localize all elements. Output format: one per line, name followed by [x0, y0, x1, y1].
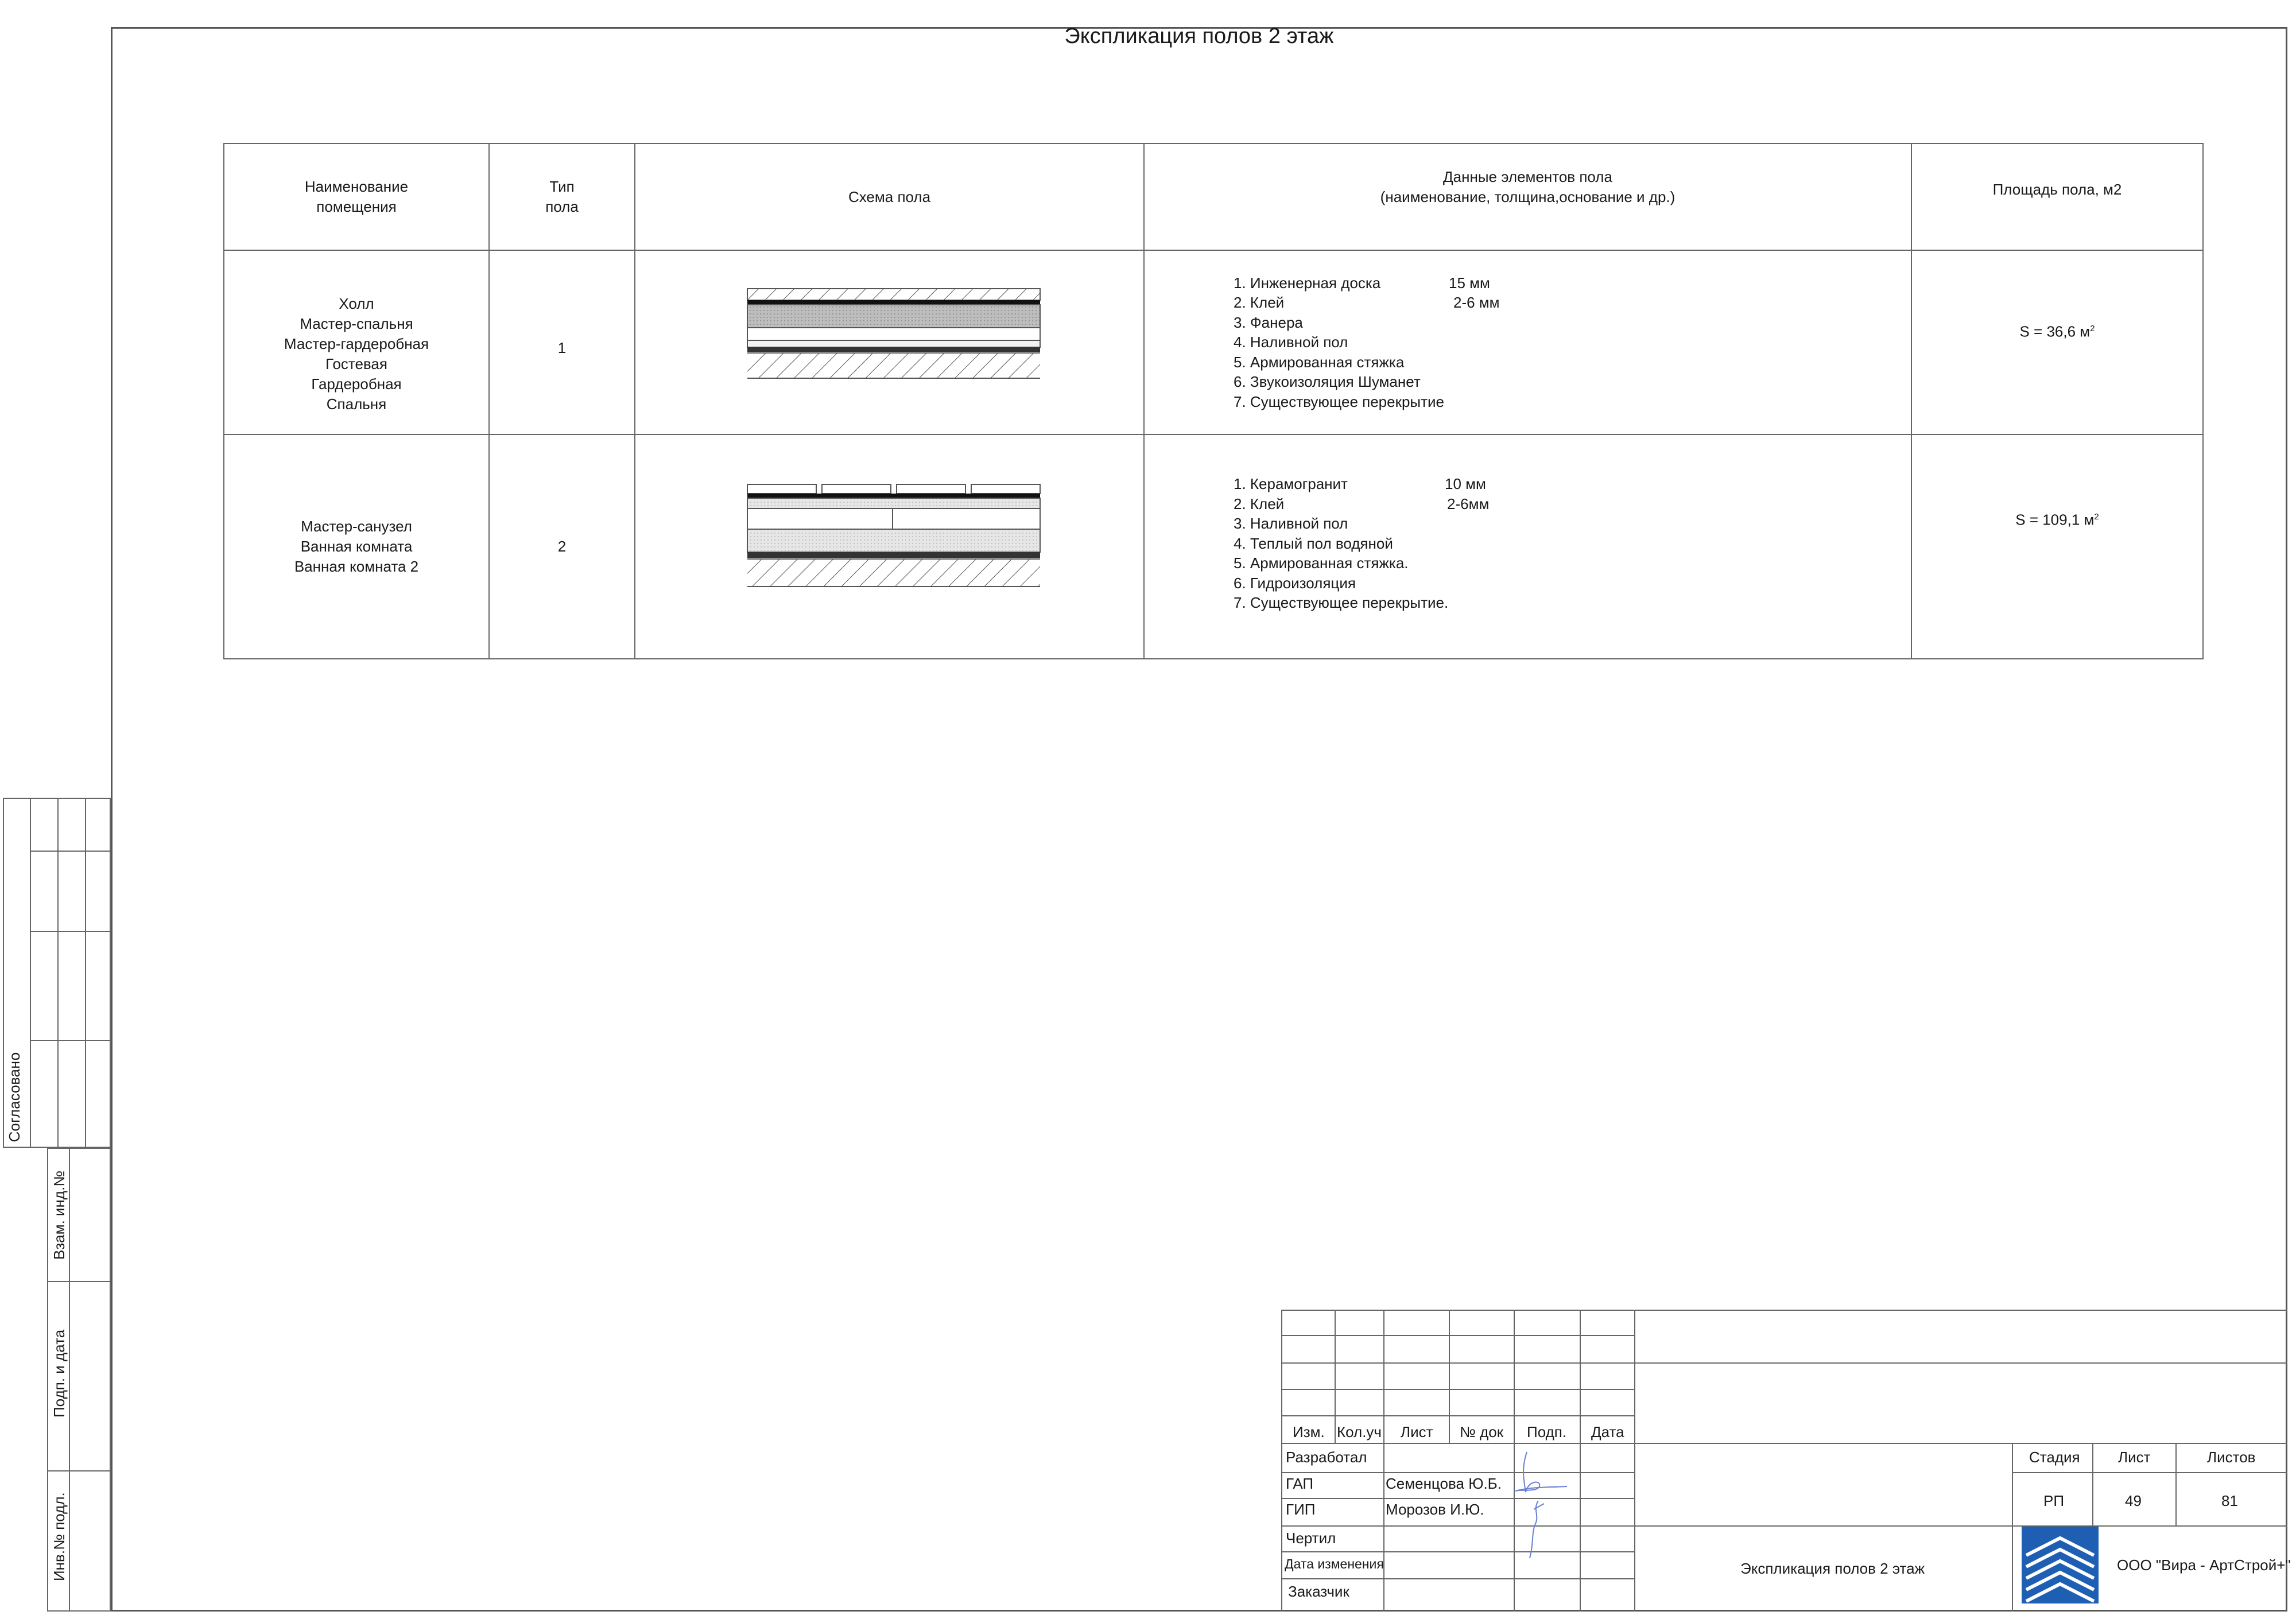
tb-col-sign: Подп. [1527, 1423, 1567, 1440]
agreed-stamp-divider [30, 1040, 111, 1041]
layer-line: 4. Наливной пол [1234, 333, 1348, 351]
layer-line: 2. Клей 2-6 мм [1234, 294, 1500, 312]
tb-col-date: Дата [1591, 1423, 1624, 1440]
layer-line: 6. Звукоизоляция Шуманет [1234, 373, 1421, 391]
table-header-row [224, 143, 2203, 250]
inventory-stamp-divider [69, 1148, 70, 1612]
tb-line [1281, 1362, 2287, 1364]
tb-line [1281, 1310, 2287, 1311]
inventory-stamp-divider [47, 1470, 111, 1471]
tb-sheet-value: 49 [2125, 1492, 2142, 1509]
inventory-stamp-divider [47, 1281, 111, 1282]
signature-mark [1498, 1446, 1584, 1561]
floor-layers-1 [1144, 250, 1911, 434]
layer-line: 1. Инженерная доска 15 мм [1234, 274, 1490, 292]
floor-type: 1 [489, 250, 635, 434]
floor-type: 2 [489, 434, 635, 659]
floor-area-2: S = 109,1 $м^2$ [1911, 434, 2203, 659]
tb-role-gap: ГАП [1286, 1475, 1314, 1492]
layer-line: 4. Теплый пол водяной [1234, 534, 1393, 552]
tb-col-doc: № док [1460, 1423, 1504, 1440]
tb-line [2012, 1472, 2287, 1473]
tb-stage-value: РП [2043, 1492, 2065, 1509]
replace-inv-label: Взам. инд.№ [51, 1170, 68, 1260]
tb-drawing-title: Экспликация полов 2 этаж [1740, 1560, 1925, 1577]
table-row [224, 434, 2203, 659]
floor-section-drawing-2 [635, 435, 1145, 653]
header-room: Наименование помещения [224, 143, 489, 250]
tb-role-drawn: Чертил [1286, 1529, 1336, 1547]
header-scheme: Схема пола [635, 143, 1144, 250]
tb-line [1335, 1310, 1336, 1443]
tb-sheets-label: Листов [2207, 1449, 2256, 1466]
tb-line [1281, 1525, 2287, 1527]
layer-line: 5. Армированная стяжка. [1234, 554, 1409, 572]
agreed-stamp-divider [30, 931, 111, 932]
tb-col-kol: Кол.уч [1337, 1423, 1382, 1440]
tb-role-change-date: Дата изменения [1285, 1556, 1384, 1571]
sign-date-label: Подп. и дата [51, 1329, 68, 1418]
floor-scheme-1 [635, 250, 1144, 434]
layer-line: 5. Армированная стяжка [1234, 353, 1405, 371]
tb-name-gip: Морозов И.Ю. [1386, 1501, 1484, 1518]
layer-line: 6. Гидроизоляция [1234, 574, 1356, 592]
tb-line [1449, 1310, 1450, 1443]
tb-col-izm: Изм. [1293, 1423, 1325, 1440]
room-names: Мастер-санузел Ванная комната Ванная комната 2 [224, 434, 489, 659]
tb-line [2175, 1443, 2177, 1525]
tb-company-name: ООО "Вира - АртСтрой+" [2117, 1556, 2291, 1574]
tb-name-gap: Семенцова Ю.Б. [1386, 1475, 1502, 1492]
tb-line [1281, 1310, 1282, 1612]
tb-line [2012, 1443, 2013, 1612]
tb-line [1634, 1310, 1635, 1612]
tb-stage-label: Стадия [2029, 1449, 2080, 1466]
layer-line: 7. Существующее перекрытие [1234, 393, 1445, 410]
sheet-title: Экспликация полов 2 этаж [1064, 24, 1334, 48]
inv-no-label: Инв.№ подл. [51, 1492, 68, 1581]
tb-line [2092, 1443, 2093, 1525]
tb-line [1281, 1578, 1634, 1579]
agreed-label: Согласовано [6, 1052, 23, 1142]
tb-sheet-label: Лист [2118, 1449, 2151, 1466]
header-area: Площадь пола, м2 [1911, 143, 2203, 250]
tb-role-customer: Заказчик [1288, 1583, 1349, 1600]
floor-explication-table [223, 143, 2204, 659]
tb-sheets-value: 81 [2221, 1492, 2238, 1509]
agreed-stamp-divider [30, 851, 111, 852]
room-names: Холл Мастер-спальня Мастер-гардеробная Гостевая Гардеробная Спальня [224, 250, 489, 434]
floor-scheme-2 [635, 434, 1144, 659]
layer-line: 3. Фанера [1234, 313, 1303, 331]
tb-role-gip: ГИП [1286, 1501, 1316, 1518]
header-type: Тип пола [489, 143, 635, 250]
tb-role-developed: Разработал [1286, 1449, 1367, 1466]
floor-section-drawing-1 [635, 251, 1145, 429]
table-row [224, 250, 2203, 434]
layer-line: 2. Клей 2-6мм [1234, 495, 1490, 512]
layer-line: 3. Наливной пол [1234, 515, 1348, 532]
layer-line: 1. Керамогранит 10 мм [1234, 475, 1486, 492]
floor-area-1: S = 36,6 $м^2$ [1911, 250, 2203, 434]
tb-line [1281, 1443, 2287, 1444]
floor-layers-2 [1144, 434, 1911, 659]
tb-col-list: Лист [1401, 1423, 1433, 1440]
company-logo-icon [2022, 1527, 2099, 1603]
layer-line: 7. Существующее перекрытие. [1234, 594, 1449, 611]
header-data: Данные элементов пола (наименование, толщина,основание и др.) [1144, 143, 1911, 250]
